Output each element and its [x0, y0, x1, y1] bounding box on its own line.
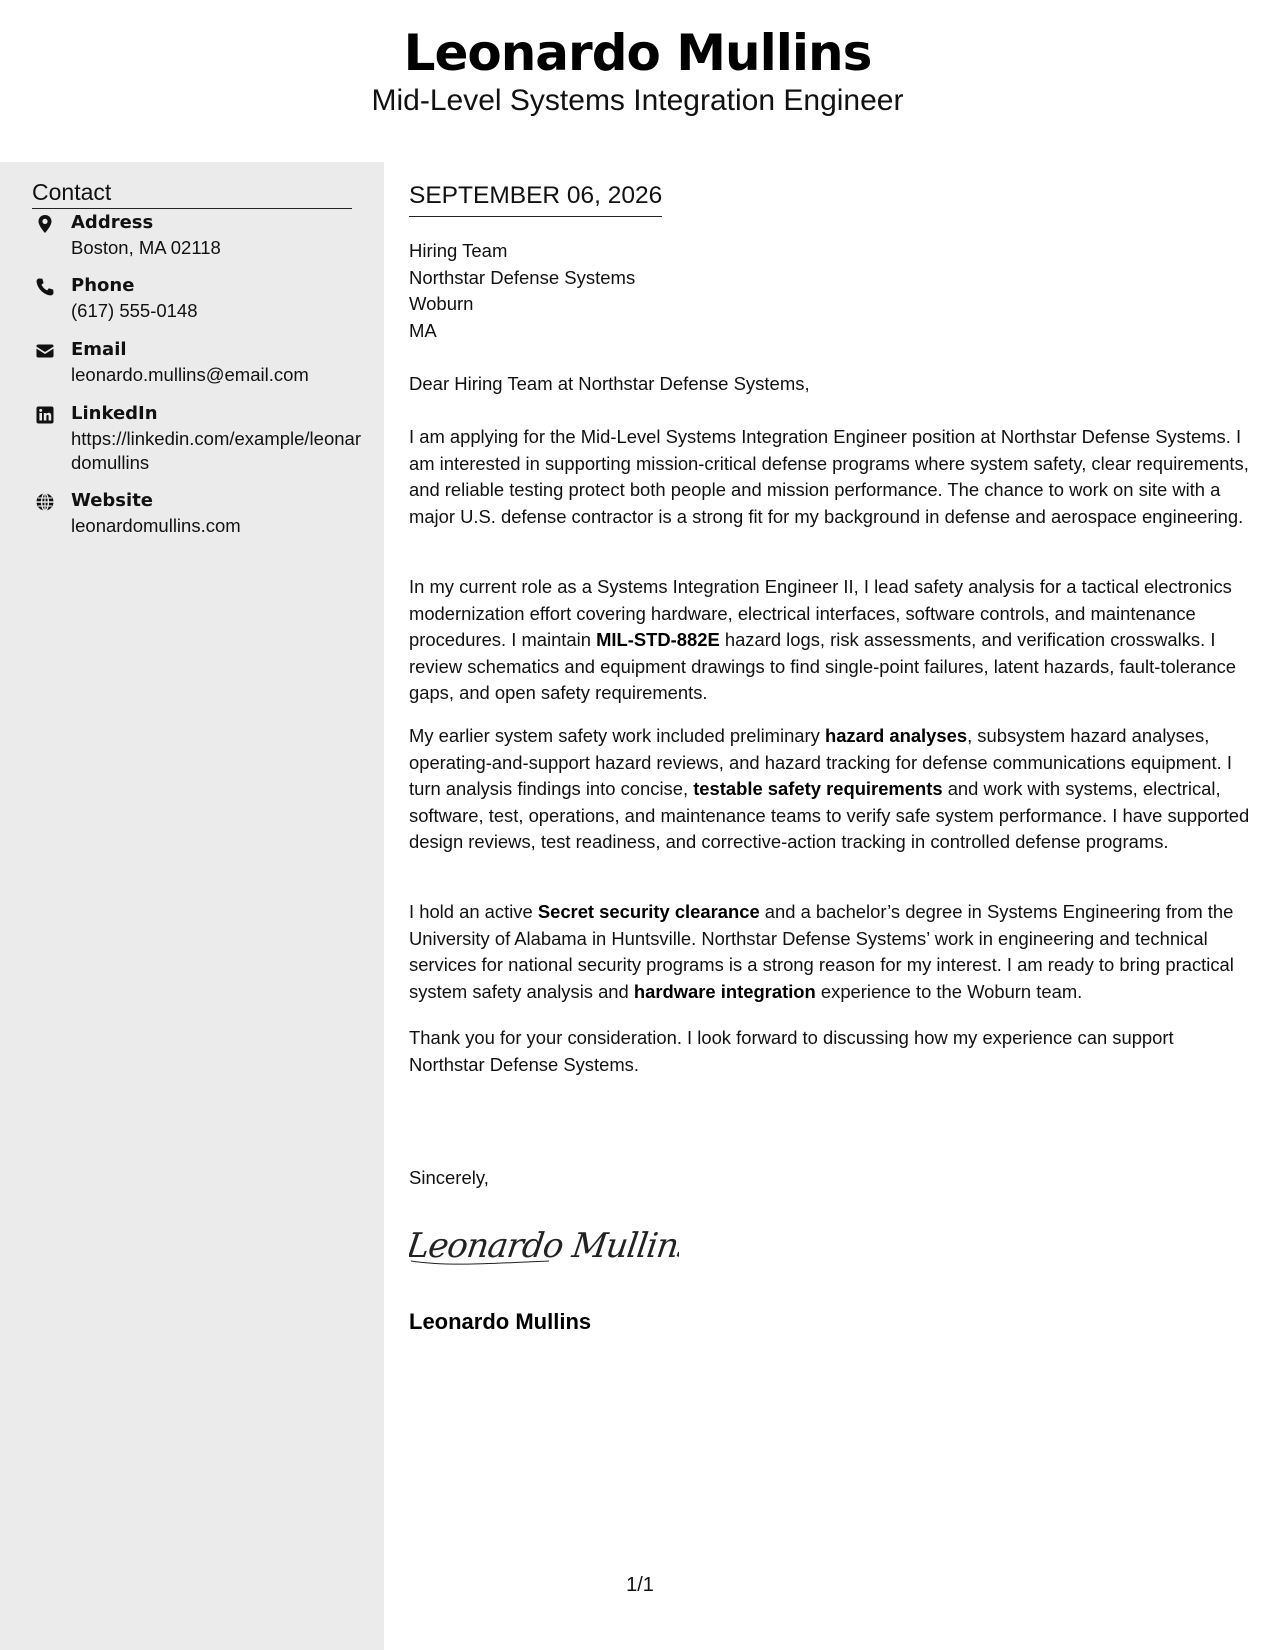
signer-name: Leonardo Mullins	[409, 1309, 592, 1334]
paragraph-text: Thank you for your consideration. I look forward to discussing how my experience can support Northstar Defense Systems.	[409, 1027, 1174, 1075]
paragraph-text: and work with systems, electrical, software, test, operations, and maintenance teams to verify safe system performance. I have supported design reviews, test readiness, and corrective-action tracking in controlled defense programs.	[409, 778, 1250, 852]
page-number: 1/1	[626, 1574, 654, 1596]
recipient-line: Northstar Defense Systems	[409, 266, 636, 288]
linkedin-url[interactable]: https://linkedin.com/example/leonardomullins	[71, 428, 361, 473]
emphasis-text: Secret security clearance	[537, 901, 760, 922]
linkedin-icon	[35, 405, 55, 425]
emphasis-text: MIL-STD-882E	[596, 629, 720, 650]
contact-heading: Contact	[32, 177, 352, 209]
recipient-line: Hiring Team	[409, 240, 508, 261]
paragraph-text: In my current role as a Systems Integration Engineer II, I lead safety analysis for a tactical electronics modernization effort covering hardware, electrical interfaces, software controls, and maintenance procedures. I maintain	[409, 576, 1232, 650]
paragraph	[409, 574, 1254, 707]
recipient-block	[409, 238, 635, 344]
paragraph-text: , subsystem hazard analyses, operating-and-support hazard reviews, and hazard tracking for defense communications equipment. I turn analysis findings into concise,	[409, 725, 1232, 799]
paragraph-text: experience to the Woburn team.	[815, 980, 1083, 1002]
contact-label: Website	[71, 490, 154, 511]
contact-label: Phone	[71, 275, 135, 296]
recipient-line: Woburn	[409, 293, 474, 314]
paragraph	[409, 723, 1254, 856]
paragraph-text: I am applying for the Mid-Level Systems Integration Engineer position at Northstar Defense Systems. I am interested in supporting mission-critical defense programs where system safety, clear requirements, and reliable testing protect both people and mission performance. The chance to work on site with a major U.S. defense contractor is a strong fit for my background in defense and aerospace engineering.	[409, 426, 1249, 527]
paragraph-text: I hold an active	[409, 901, 538, 922]
contact-value: Boston, MA 02118	[71, 237, 221, 258]
emphasis-text: hardware integration	[633, 980, 816, 1002]
signature-text: Leonardo Mullins	[409, 1226, 679, 1266]
location-pin-icon	[35, 214, 55, 234]
greeting: Dear Hiring Team at Northstar Defense Systems,	[409, 373, 810, 394]
paragraph	[409, 1025, 1254, 1078]
globe-icon	[35, 492, 55, 512]
contact-value: leonardo.mullins@email.com	[71, 364, 309, 385]
letter-date: SEPTEMBER 06, 2026	[409, 180, 662, 217]
recipient-line: MA	[409, 319, 437, 341]
contact-sidebar	[0, 162, 384, 1650]
paragraph-text: and a bachelor’s degree in Systems Engineering from the University of Alabama in Huntsville. Northstar Defense Systems’ work in engineering and technical services for national security programs is a strong reason for my interest. I am ready to bring practical system safety analysis and	[409, 901, 1234, 1002]
contact-label: LinkedIn	[71, 403, 158, 424]
letter-header	[0, 0, 1275, 162]
contact-label: Email	[71, 339, 127, 360]
contact-value: (617) 555-0148	[71, 300, 198, 321]
handwritten-signature	[409, 1217, 679, 1273]
closing: Sincerely,	[409, 1167, 489, 1188]
contact-label: Address	[71, 212, 154, 233]
applicant-name: Leonardo Mullins	[403, 24, 872, 82]
envelope-icon	[35, 341, 55, 361]
phone-icon	[35, 277, 55, 297]
emphasis-text: hazard analyses	[824, 725, 968, 746]
applicant-job-title: Mid-Level Systems Integration Engineer	[371, 84, 904, 117]
emphasis-text: testable safety requirements	[693, 778, 943, 799]
website-url[interactable]: leonardomullins.com	[71, 515, 241, 536]
paragraph	[409, 424, 1254, 530]
paragraph-text: hazard logs, risk assessments, and verification crosswalks. I review schematics and equipment drawings to find single-point failures, latent hazards, fault-tolerance gaps, and open safety requirements.	[409, 629, 1236, 703]
paragraph	[409, 899, 1254, 1005]
paragraph-text: My earlier system safety work included preliminary	[409, 725, 825, 746]
